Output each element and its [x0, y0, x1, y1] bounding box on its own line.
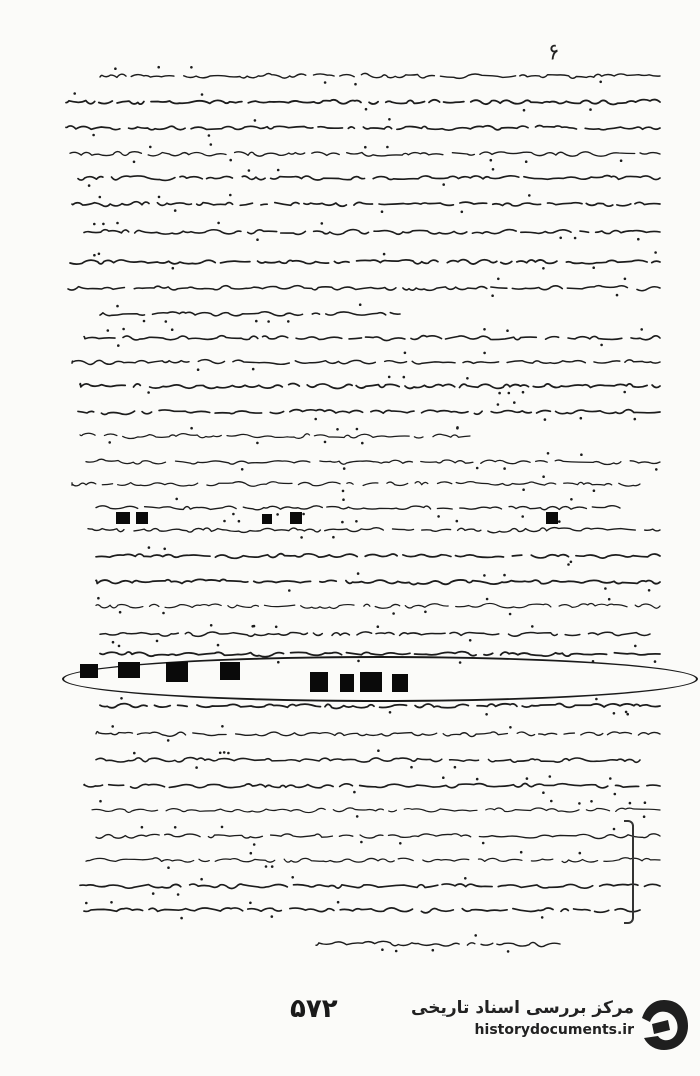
handwriting-dot: [634, 418, 637, 421]
handwriting-dot: [464, 877, 467, 880]
handwriting-dot: [643, 815, 646, 818]
handwriting-dot: [254, 119, 257, 122]
handwriting-line: [66, 125, 660, 130]
handwriting-line: [100, 312, 400, 316]
redaction-block: [80, 664, 98, 678]
handwriting-dot: [190, 66, 193, 69]
handwriting-dot: [223, 520, 226, 523]
handwriting-line: [78, 410, 660, 415]
handwriting-dot: [73, 92, 76, 95]
handwriting-dot: [388, 118, 391, 121]
handwriting-line: [78, 175, 660, 180]
handwriting-dot: [88, 184, 91, 187]
handwriting-dot: [613, 828, 616, 831]
handwriting-dot: [356, 428, 359, 431]
handwriting-dot: [613, 712, 616, 715]
handwriting-dot: [248, 169, 251, 172]
handwriting-dot: [486, 598, 489, 601]
handwriting-dot: [238, 520, 241, 523]
handwriting-line: [100, 73, 660, 78]
handwriting-dot: [483, 328, 486, 331]
handwriting-dot: [461, 211, 464, 214]
handwriting-dot: [608, 598, 611, 601]
handwriting-dot: [267, 320, 270, 323]
handwriting-line: [100, 704, 660, 709]
handwriting-dot: [490, 159, 493, 162]
handwriting-dot: [589, 108, 592, 111]
handwriting-dot: [217, 222, 220, 225]
handwriting-line: [80, 433, 470, 438]
handwriting-dot: [141, 826, 144, 829]
handwriting-dot: [174, 209, 177, 212]
handwriting-dot: [483, 574, 486, 577]
handwriting-dot: [110, 901, 113, 904]
handwriting-dot: [271, 915, 274, 918]
handwriting-dot: [599, 81, 602, 84]
handwriting-dot: [172, 267, 175, 270]
handwriting-dot: [544, 418, 547, 421]
handwriting-dot: [108, 441, 111, 444]
handwriting-dot: [570, 561, 573, 564]
handwriting-dot: [520, 851, 523, 854]
margin-bracket: [624, 820, 634, 924]
handwriting-dot: [219, 752, 222, 755]
corner-page-number: ۶: [545, 39, 563, 66]
handwriting-dot: [432, 949, 435, 952]
handwriting-dot: [255, 320, 258, 323]
handwriting-line: [96, 506, 620, 510]
handwriting-dot: [321, 222, 324, 225]
handwriting-dot: [466, 377, 469, 380]
handwriting-line: [72, 482, 640, 487]
handwriting-dot: [149, 146, 152, 149]
handwriting-dot: [531, 625, 534, 628]
handwriting-dot: [654, 660, 657, 663]
handwriting-dot: [221, 725, 224, 728]
handwriting-dot: [252, 368, 255, 371]
handwriting-dot: [634, 645, 637, 648]
handwriting-dot: [300, 536, 303, 539]
handwriting-dot: [93, 254, 96, 257]
redaction-block: [290, 512, 302, 524]
handwriting-dot: [116, 305, 119, 308]
handwriting-dot: [99, 800, 102, 803]
handwriting-dot: [600, 344, 603, 347]
handwriting-dot: [513, 401, 516, 404]
page-number: ۵۷۲: [290, 994, 338, 1024]
redaction-block: [116, 512, 130, 524]
handwriting-dot: [122, 328, 125, 331]
handwriting-dot: [180, 917, 183, 920]
handwriting-dot: [437, 515, 440, 518]
handwriting-dot: [85, 902, 88, 905]
handwriting-dot: [343, 467, 346, 470]
handwriting-dot: [442, 776, 445, 779]
handwriting-dot: [593, 489, 596, 492]
handwriting-dot: [302, 513, 305, 516]
handwriting-dot: [381, 210, 384, 213]
handwriting-dot: [558, 520, 561, 523]
handwriting-dot: [175, 498, 178, 501]
handwriting-dot: [542, 475, 545, 478]
handwriting-dot: [614, 793, 617, 796]
handwriting-dot: [482, 842, 485, 845]
handwriting-dot: [197, 368, 200, 371]
handwriting-dot: [497, 403, 500, 406]
handwriting-dot: [111, 725, 114, 728]
handwriting-dot: [201, 93, 204, 96]
handwriting-dot: [506, 329, 509, 332]
handwriting-dot: [249, 902, 252, 905]
handwriting-dot: [200, 878, 203, 881]
handwriting-dot: [287, 320, 290, 323]
handwriting-dot: [637, 238, 640, 241]
handwriting-dot: [143, 320, 146, 323]
handwriting-dot: [383, 253, 386, 256]
handwriting-dot: [102, 223, 105, 226]
handwriting-dot: [574, 237, 577, 240]
handwriting-dot: [388, 376, 391, 379]
handwriting-dot: [119, 611, 122, 614]
handwriting-dot: [250, 852, 253, 855]
handwriting-dot: [620, 159, 623, 162]
handwriting-dot: [456, 427, 459, 430]
handwriting-line: [66, 100, 660, 105]
handwriting-dot: [525, 160, 528, 163]
handwriting-dot: [454, 766, 457, 769]
handwriting-dot: [377, 749, 380, 752]
handwriting-line: [96, 834, 660, 839]
handwriting-dot: [210, 143, 213, 146]
handwriting-dot: [509, 726, 512, 729]
handwriting-dot: [353, 791, 356, 794]
redaction-block: [310, 672, 328, 692]
handwriting-dot: [541, 916, 544, 919]
handwriting-line: [80, 884, 660, 889]
handwriting-line: [96, 554, 660, 559]
handwriting-dot: [503, 574, 506, 577]
handwriting-dot: [253, 843, 256, 846]
redaction-block: [546, 512, 558, 524]
handwriting-dot: [377, 625, 380, 628]
handwriting-dot: [365, 108, 368, 111]
handwriting-dot: [521, 515, 524, 518]
handwriting-dot: [359, 303, 362, 306]
handwriting-dot: [522, 488, 525, 491]
handwriting-dot: [644, 801, 647, 804]
handwriting-dot: [93, 223, 96, 226]
handwriting-dot: [116, 222, 119, 225]
handwriting-dot: [332, 536, 335, 539]
handwriting-dot: [342, 490, 345, 493]
handwriting-dot: [195, 766, 198, 769]
handwriting-dot: [503, 467, 506, 470]
handwriting-dot: [99, 196, 102, 199]
handwriting-dot: [491, 294, 494, 297]
handwriting-dot: [277, 169, 280, 172]
handwriting-dot: [361, 442, 364, 445]
handwriting-line: [86, 858, 660, 863]
handwriting-dot: [442, 183, 445, 186]
handwriting-dot: [567, 563, 570, 566]
handwriting-dot: [355, 520, 358, 523]
handwriting-dot: [655, 468, 658, 471]
handwriting-dot: [392, 612, 395, 615]
handwriting-line: [316, 941, 560, 946]
handwriting-dot: [354, 83, 357, 86]
handwriting-dot: [275, 626, 278, 629]
handwriting-dot: [208, 134, 211, 137]
handwriting-line: [100, 632, 650, 637]
handwriting-dot: [542, 791, 545, 794]
handwriting-line: [96, 603, 660, 608]
handwriting-dot: [629, 802, 632, 805]
handwriting-dot: [381, 948, 384, 951]
redaction-block: [360, 672, 382, 692]
handwriting-dot: [592, 266, 595, 269]
handwriting-dot: [342, 498, 345, 501]
handwriting-line: [84, 230, 660, 235]
watermark-title: مرکز بررسی اسناد تاریخی: [411, 998, 634, 1018]
handwriting-dot: [314, 418, 317, 421]
handwriting-dot: [163, 548, 166, 551]
handwriting-dot: [625, 711, 628, 714]
handwriting-line: [96, 758, 640, 763]
handwriting-dot: [336, 428, 339, 431]
handwriting-dot: [550, 800, 553, 803]
handwriting-line: [70, 152, 660, 157]
handwriting-dot: [221, 826, 224, 829]
handwriting-dot: [590, 800, 593, 803]
handwriting-dot: [117, 344, 120, 347]
handwriting-dot: [167, 866, 170, 869]
handwriting-line: [68, 286, 660, 291]
handwriting-dot: [174, 826, 177, 829]
handwriting-dot: [167, 739, 170, 742]
handwriting-dot: [92, 134, 95, 137]
handwriting-dot: [595, 698, 598, 701]
handwriting-dot: [171, 328, 174, 331]
handwriting-dot: [324, 441, 327, 444]
handwriting-dot: [476, 467, 479, 470]
handwriting-dot: [288, 589, 291, 592]
handwriting-dot: [271, 865, 274, 868]
handwriting-dot: [256, 442, 259, 445]
handwriting-dot: [256, 238, 259, 241]
handwriting-dot: [485, 713, 488, 716]
handwriting-dot: [528, 194, 531, 197]
handwriting-dot: [265, 865, 268, 868]
handwriting-dot: [241, 468, 244, 471]
handwriting-dot: [580, 417, 583, 420]
handwriting-dot: [162, 612, 165, 615]
handwriting-dot: [507, 950, 510, 953]
handwriting-dot: [404, 352, 407, 355]
handwriting-line: [72, 360, 660, 365]
archive-logo-icon: [638, 996, 690, 1054]
handwriting-dot: [648, 589, 651, 592]
handwriting-dot: [469, 639, 472, 642]
handwriting-line: [96, 732, 660, 737]
handwriting-dot: [579, 852, 582, 855]
handwriting-dot: [399, 842, 402, 845]
handwriting-dot: [152, 892, 155, 895]
handwriting-dot: [356, 815, 359, 818]
handwriting-line: [96, 579, 660, 584]
handwriting-dot: [133, 752, 136, 755]
handwriting-dot: [148, 546, 151, 549]
handwriting-line: [80, 384, 660, 389]
handwriting-dot: [112, 641, 115, 644]
handwriting-dot: [210, 624, 213, 627]
handwriting-dot: [542, 267, 545, 270]
handwriting-dot: [424, 611, 427, 614]
handwriting-dot: [190, 427, 193, 430]
redaction-block: [136, 512, 148, 524]
handwriting-dot: [157, 66, 160, 69]
handwriting-dot: [526, 777, 529, 780]
handwriting-dot: [147, 391, 150, 394]
redaction-block: [220, 662, 240, 680]
handwriting-dot: [640, 328, 643, 331]
handwriting-dot: [389, 711, 392, 714]
watermark-text: [411, 998, 634, 1038]
handwriting-dot: [616, 294, 619, 297]
handwriting-dot: [217, 644, 220, 647]
handwriting-dot: [360, 841, 363, 844]
handwriting-dot: [492, 168, 495, 171]
handwriting-dot: [497, 278, 500, 281]
handwriting-dot: [177, 893, 180, 896]
handwriting-line: [84, 336, 660, 341]
handwriting-dot: [229, 159, 232, 162]
handwriting-line: [92, 808, 660, 813]
handwriting-dot: [508, 392, 511, 395]
handwriting-dot: [341, 521, 344, 524]
redaction-block: [392, 674, 408, 692]
handwriting-dot: [324, 81, 327, 84]
handwriting-dot: [229, 194, 232, 197]
handwriting-dot: [156, 640, 159, 643]
handwriting-dot: [522, 391, 525, 394]
redaction-block: [118, 662, 140, 678]
handwriting-dot: [570, 498, 573, 501]
handwriting-dot: [97, 597, 100, 600]
handwriting-dot: [223, 751, 226, 754]
handwriting-dot: [559, 237, 562, 240]
handwriting-dot: [483, 352, 486, 355]
handwriting-dot: [386, 146, 389, 149]
handwriting-dot: [609, 777, 612, 780]
handwriting-dot: [395, 950, 398, 953]
handwriting-dot: [403, 376, 406, 379]
handwriting-dot: [118, 645, 121, 648]
handwriting-line: [84, 908, 640, 913]
handwriting-dot: [624, 278, 627, 281]
redaction-block: [262, 514, 272, 524]
handwriting-line: [86, 459, 660, 464]
handwriting-dot: [626, 713, 629, 716]
handwriting-dot: [158, 196, 161, 199]
handwriting-line: [72, 202, 660, 207]
redaction-block: [340, 674, 354, 692]
handwriting-dot: [578, 802, 581, 805]
handwriting-dot: [476, 778, 479, 781]
handwriting-dot: [623, 391, 626, 394]
handwriting-dot: [291, 876, 294, 879]
handwriting-dot: [276, 513, 279, 516]
handwriting-dot: [498, 392, 501, 395]
handwriting-dot: [165, 320, 168, 323]
handwriting-dot: [604, 587, 607, 590]
archive-watermark: [400, 996, 690, 1060]
handwriting-dot: [107, 329, 110, 332]
handwriting-line: [84, 783, 660, 788]
handwriting-dot: [120, 697, 123, 700]
handwriting-dot: [410, 766, 413, 769]
handwriting-line: [88, 528, 660, 533]
handwriting-dot: [133, 161, 136, 164]
handwriting-dot: [357, 572, 360, 575]
handwriting-dot: [253, 625, 256, 628]
handwriting-dot: [232, 513, 235, 516]
handwriting-dot: [364, 146, 367, 149]
watermark-site: historydocuments.ir: [474, 1022, 634, 1038]
handwriting-dot: [227, 752, 230, 755]
handwriting-dot: [98, 253, 101, 256]
handwriting-line: [70, 260, 660, 264]
handwriting-dot: [523, 109, 526, 112]
handwriting-dot: [580, 453, 583, 456]
handwriting-dot: [549, 775, 552, 778]
handwriting-dot: [547, 452, 550, 455]
handwriting-dot: [509, 613, 512, 616]
handwriting-dot: [654, 251, 657, 254]
handwriting-dot: [337, 901, 340, 904]
handwriting-dot: [474, 934, 477, 937]
redaction-block: [166, 662, 188, 682]
handwriting-dot: [456, 520, 459, 523]
handwriting-dot: [114, 67, 117, 70]
